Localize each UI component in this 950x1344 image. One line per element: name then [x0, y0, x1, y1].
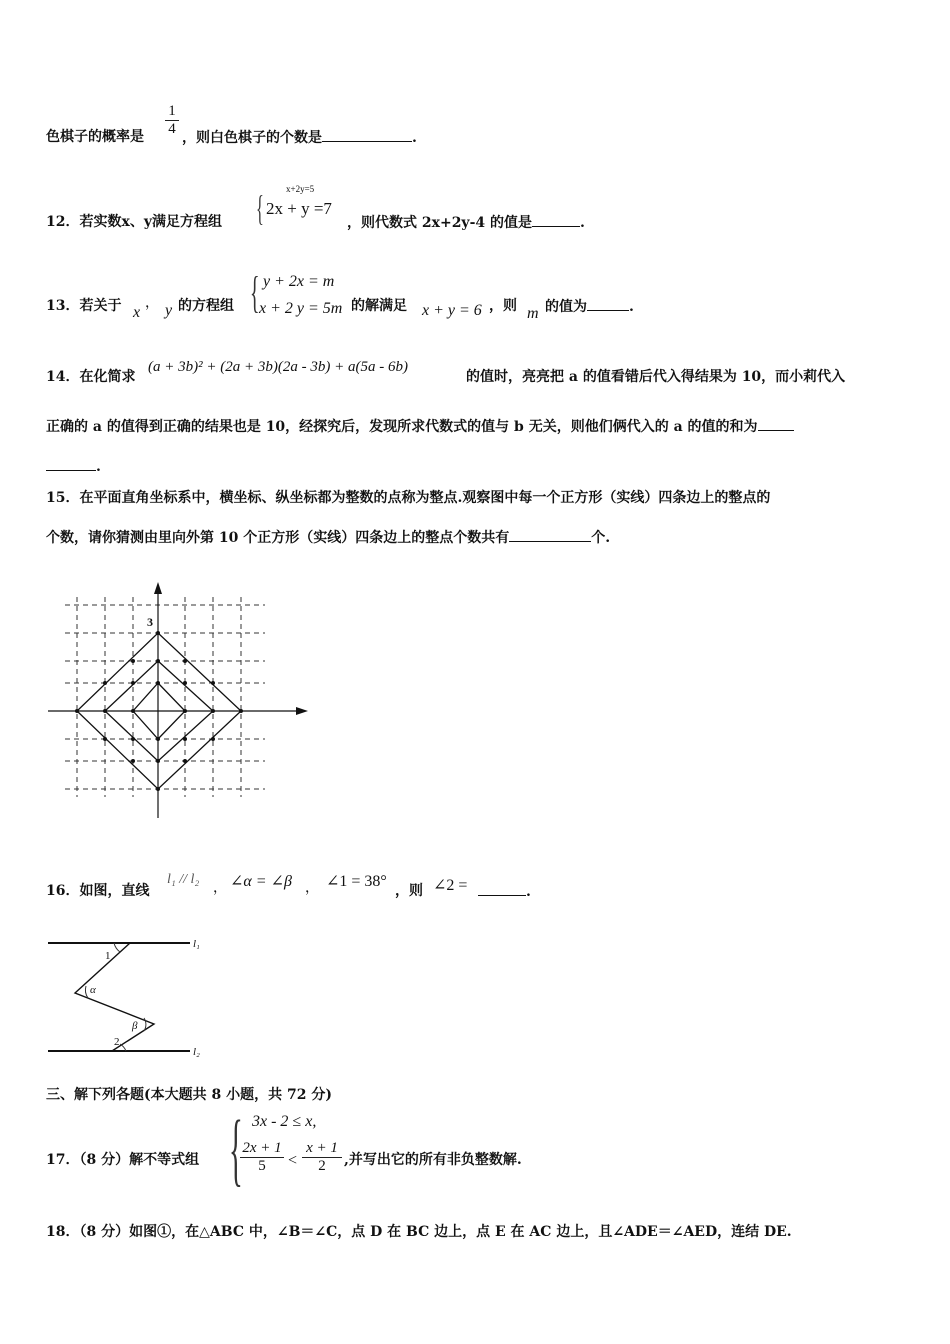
q15-answer-blank[interactable] — [509, 527, 591, 542]
q16-angle-1-arc — [114, 943, 120, 952]
q11-period: . — [412, 130, 417, 146]
q16-period: . — [526, 884, 531, 900]
q15-y-tick-label: 3 — [147, 615, 153, 629]
q14-line2 — [46, 416, 794, 437]
q17-frac-right-num: x + 1 — [306, 1140, 338, 1156]
q11-fraction — [165, 103, 179, 138]
q17-lt: < — [288, 1152, 298, 1169]
q13-eq1: y + 2x = m — [263, 273, 335, 290]
q12-eq-small: x+2y=5 — [286, 184, 315, 194]
q13-label: 13．若关于 — [46, 298, 122, 314]
q14-line2-text: 正确的 a 的值得到正确的结果也是 10，经探究后，发现所求代数式的值与 b 无关，则他们俩代入的 a 的值的和为 — [46, 419, 758, 435]
q16-label-beta: β — [132, 1020, 138, 1032]
q16-comma-1: ， — [213, 880, 227, 896]
q16-answer-blank[interactable] — [478, 881, 526, 896]
q16-label-2: 2 — [114, 1036, 120, 1048]
q16-angles: ∠α = ∠β — [230, 873, 292, 890]
q17-frac-right-den: 2 — [302, 1157, 342, 1175]
q18-text: 18．（8 分）如图①，在△ABC 中，∠B＝∠C，点 D 在 BC 边上，点 E 在 AC 边上，且∠ADE＝∠AED，连结 DE. — [46, 1224, 792, 1240]
q17-frac-left-num: 2x + 1 — [242, 1140, 282, 1156]
q17-ineq1: 3x - 2 ≤ x, — [252, 1113, 317, 1130]
q16-angle-2-arc — [120, 1044, 126, 1051]
q16-label-1: 1 — [105, 950, 111, 962]
q13-var-m: m — [527, 305, 539, 322]
q14-answer-blank-a[interactable] — [758, 416, 794, 431]
q16-parallel: l₁ // l₂ — [167, 872, 200, 887]
q16-ask: ∠2 = — [433, 877, 468, 894]
q13-var-x: x — [133, 304, 141, 321]
q11-answer-blank[interactable] — [322, 127, 412, 142]
section-3-title: 三、解下列各题(本大题共 8 小题，共 72 分) — [46, 1087, 332, 1103]
q13-sol: 的解满足 — [351, 298, 407, 314]
q13-then: ，则 — [489, 298, 517, 314]
q14-answer-blank-b[interactable] — [46, 456, 96, 471]
q16-label-l1: l₁ — [193, 938, 200, 950]
q13-eq2: x + 2 y = 5m — [259, 300, 343, 317]
q12-label: 12．若实数x、y满足方程组 — [46, 214, 222, 230]
q12-answer-blank[interactable] — [532, 212, 580, 227]
q17-frac-left-den: 5 — [240, 1157, 284, 1175]
q15-line2-text: 个数，请你猜测由里向外第 10 个正方形（实线）四条边上的整点个数共有 — [46, 530, 510, 546]
q13-var-y: y — [165, 302, 173, 319]
q17-label: 17．（8 分）解不等式组 — [46, 1152, 200, 1168]
q15-grid-figure — [40, 582, 320, 822]
q16-alpha-arc — [85, 986, 88, 998]
q11-tail-text: ，则白色棋子的个数是 — [182, 130, 322, 146]
q16-label: 16．如图，直线 — [46, 883, 150, 899]
q12-tail — [347, 212, 585, 233]
q11-tail — [182, 127, 417, 148]
q15-dashed-grid — [65, 597, 265, 797]
q11-frac-num: 1 — [168, 103, 176, 119]
q14-line1-tail: 的值时，亮亮把 a 的值看错后代入得结果为 10，而小莉代入 — [466, 369, 846, 385]
q13-tail-text: 的值为 — [545, 299, 587, 315]
q14-expr: (a + 3b)² + (2a + 3b)(2a - 3b) + a(5a - 6b) — [148, 359, 408, 375]
q16-comma-2: ， — [305, 880, 319, 896]
q14-period: . — [96, 459, 101, 475]
q11-lead: 色棋子的概率是 — [46, 129, 144, 145]
q17-tail: ,并写出它的所有非负整数解. — [344, 1152, 522, 1168]
q17-frac-right — [302, 1140, 342, 1175]
q17-brace: { — [229, 1103, 243, 1194]
q12-brace: { — [256, 188, 264, 228]
q13-answer-blank[interactable] — [587, 296, 629, 311]
q14-line3 — [46, 456, 101, 477]
q16-label-l2: l₂ — [193, 1046, 200, 1058]
q16-then: ，则 — [395, 883, 423, 899]
q13-cond: x + y = 6 — [422, 302, 482, 319]
q16-tail — [478, 881, 531, 902]
q16-given: ∠1 = 38° — [326, 873, 387, 890]
q13-brace: { — [250, 268, 260, 317]
q15-line1: 15．在平面直角坐标系中，横坐标、纵坐标都为整数的点称为整点.观察图中每一个正方形（实线）四条边上的整点的 — [46, 490, 771, 506]
q13-tail — [545, 296, 634, 317]
q13-period: . — [629, 299, 634, 315]
q13-comma: ， — [145, 295, 159, 311]
q12-eq-big: 2x + y =7 — [266, 199, 332, 218]
q16-parallel-figure — [40, 932, 220, 1062]
q15-line2 — [46, 527, 610, 548]
q17-frac-left — [240, 1140, 284, 1175]
q12-tail-text: ，则代数式 2x+2y-4 的值是 — [347, 215, 532, 231]
q14-label: 14．在化简求 — [46, 369, 136, 385]
q15-y-arrow-icon — [154, 582, 162, 594]
q15-x-arrow-icon — [296, 707, 308, 715]
q12-period: . — [580, 215, 585, 231]
q16-label-alpha: α — [90, 984, 96, 996]
q15-tail: 个. — [591, 530, 611, 546]
q11-frac-den: 4 — [165, 120, 179, 138]
q13-mid: 的方程组 — [178, 298, 234, 314]
